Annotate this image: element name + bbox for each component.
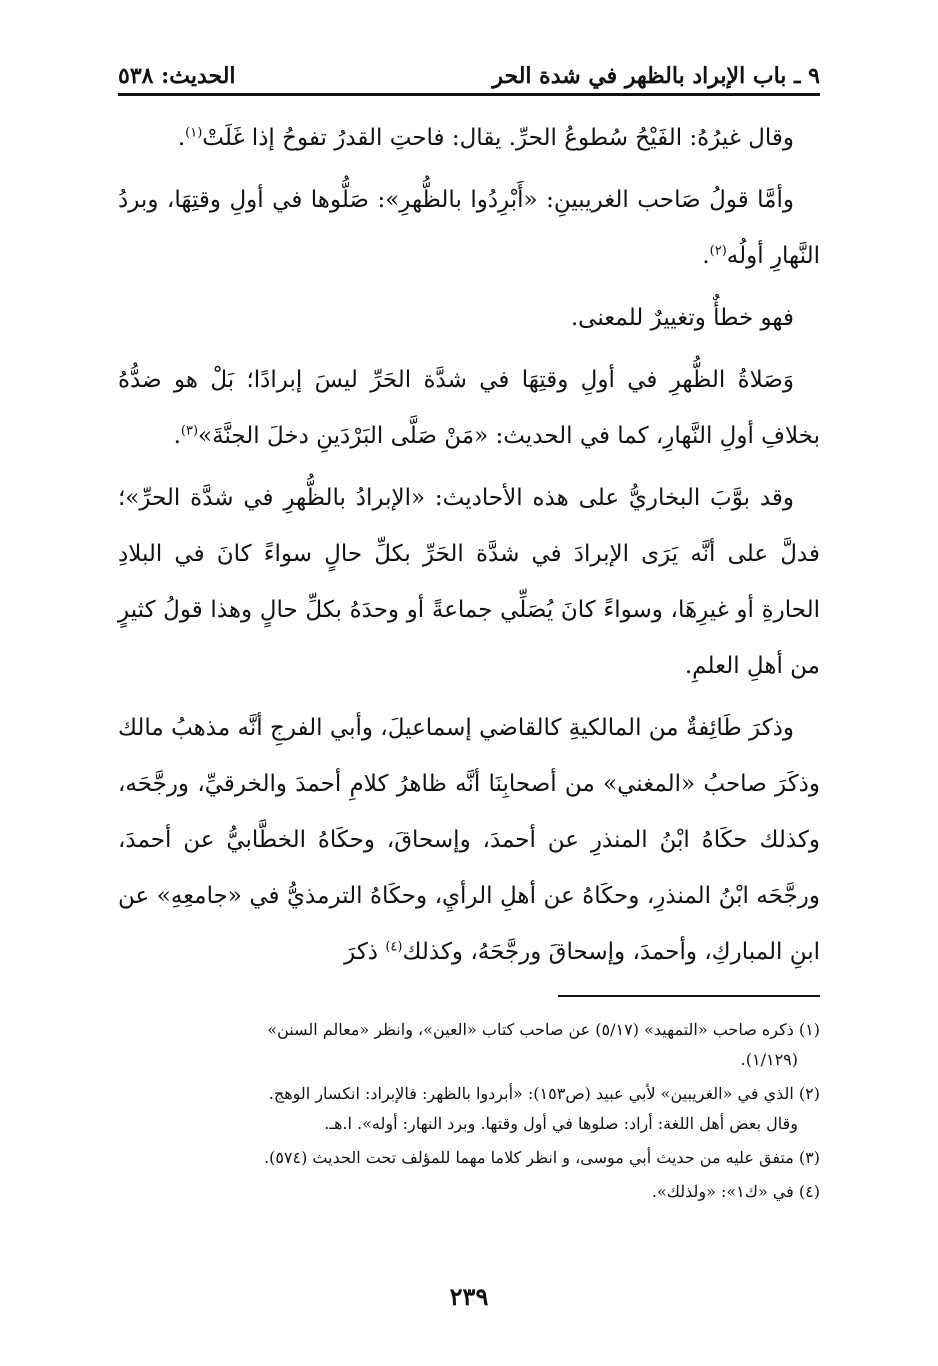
hadith-number: الحديث: ٥٣٨ xyxy=(118,63,236,89)
footnote-3: (٣) متفق عليه من حديث أبي موسى، و انظر كلاما مهما للمؤلف تحت الحديث (٥٧٤). xyxy=(263,1148,820,1167)
footnote-ref-1[interactable]: (١) xyxy=(185,125,203,141)
chapter-title: ٩ ـ باب الإبراد بالظهر في شدة الحر xyxy=(492,63,820,89)
footnote-2: (٢) الذي في «الغريبين» لأبي عبيد (ص١٥٣): «أبردوا بالظهر: فالإبراد: انكسار الوهج. وقال بعض أهل اللغة: أراد: صلوها في أول وقتها. وبرد النهار: أوله». ا.هـ. xyxy=(268,1084,820,1133)
paragraph-6: وذكرَ طَائِفةٌ من المالكيةِ كالقاضي إسماعيلَ، وأبي الفرجِ أنَّه مذهبُ مالك وذكَرَ صاحبُ «المغني» من أصحابِنَا أنَّه ظاهرُ كلامِ أحمدَ والخرقيِّ، ورجَّحَه، وكذلك حكَاهُ ابْنُ المنذرِ عن أحمدَ، وإسحاقَ، وحكَاهُ الخطَّابيُّ عن أحمدَ، ورجَّحَه ابْنُ المنذرِ، وحكَاهُ عن أهلِ الرأيِ، وحكَاهُ الترمذيُّ في «جامعِهِ» عن ابنِ المباركِ، وأحمدَ، وإسحاقَ ورجَّحَهُ، وكذلك$^{(٤)}$ ذكرَ xyxy=(118,715,820,965)
footnote-ref-2[interactable]: (٢) xyxy=(709,243,727,259)
running-header xyxy=(118,60,820,96)
footnote-ref-3[interactable]: (٣) xyxy=(180,423,199,439)
footnote-1: (١) ذكره صاحب «التمهيد» (٥/١٧) عن صاحب كتاب «العين»، وانظر «معالم السنن» (١/١٢٩). xyxy=(267,1020,820,1069)
page-number: ٢٣٩ xyxy=(449,1282,489,1311)
paragraph-2: وأمَّا قولُ صَاحب الغريبينِ: «أَبْرِدُوا بالظُّهرِ»: صَلُّوها في أولِ وقتِهَا، وبردُ النَّهارِ أولُه$^{(٢)}$. xyxy=(118,187,820,269)
footnote-divider xyxy=(558,995,820,997)
paragraph-3: فهو خطأٌ وتغييرٌ للمعنى. xyxy=(570,305,794,331)
main-text xyxy=(118,110,820,986)
paragraph-4: وَصَلاةُ الظُّهرِ في أولِ وقتِهَا في شدَّة الحَرِّ ليسَ إبرادًا؛ بَلْ هو ضدُّهُ بخلافِ أولِ النَّهارِ، كما في الحديث: «مَنْ صَلَّى البَرْدَينِ دخلَ الجنَّةَ»$^{(٣)}$. xyxy=(118,367,820,449)
footnote-ref-4[interactable]: (٤) xyxy=(385,939,403,955)
paragraph-1: وقال غيرُهُ: الفَيْحُ سُطوعُ الحرِّ. يقال: فاحتِ القدرُ تفوحُ إذا غَلَتْ$^{(١)}$. xyxy=(177,125,794,151)
paragraph-5: وقد بوَّبَ البخاريُّ على هذه الأحاديث: «الإبرادُ بالظُّهرِ في شدَّة الحرِّ»؛ فدلَّ على أنَّه يَرَى الإبرادَ في شدَّة الحَرِّ بكلِّ حالٍ سواءً كانَ في البلادِ الحارةِ أو غيرِهَا، وسواءً كانَ يُصَلِّي جماعةً أو وحدَهُ بكلِّ حالٍ وهذا قولُ كثيرٍ من أهلِ العلمِ. xyxy=(118,485,820,679)
footnote-4: (٤) في «ك١»: «ولذلك». xyxy=(651,1182,820,1201)
footnotes xyxy=(118,1015,820,1211)
